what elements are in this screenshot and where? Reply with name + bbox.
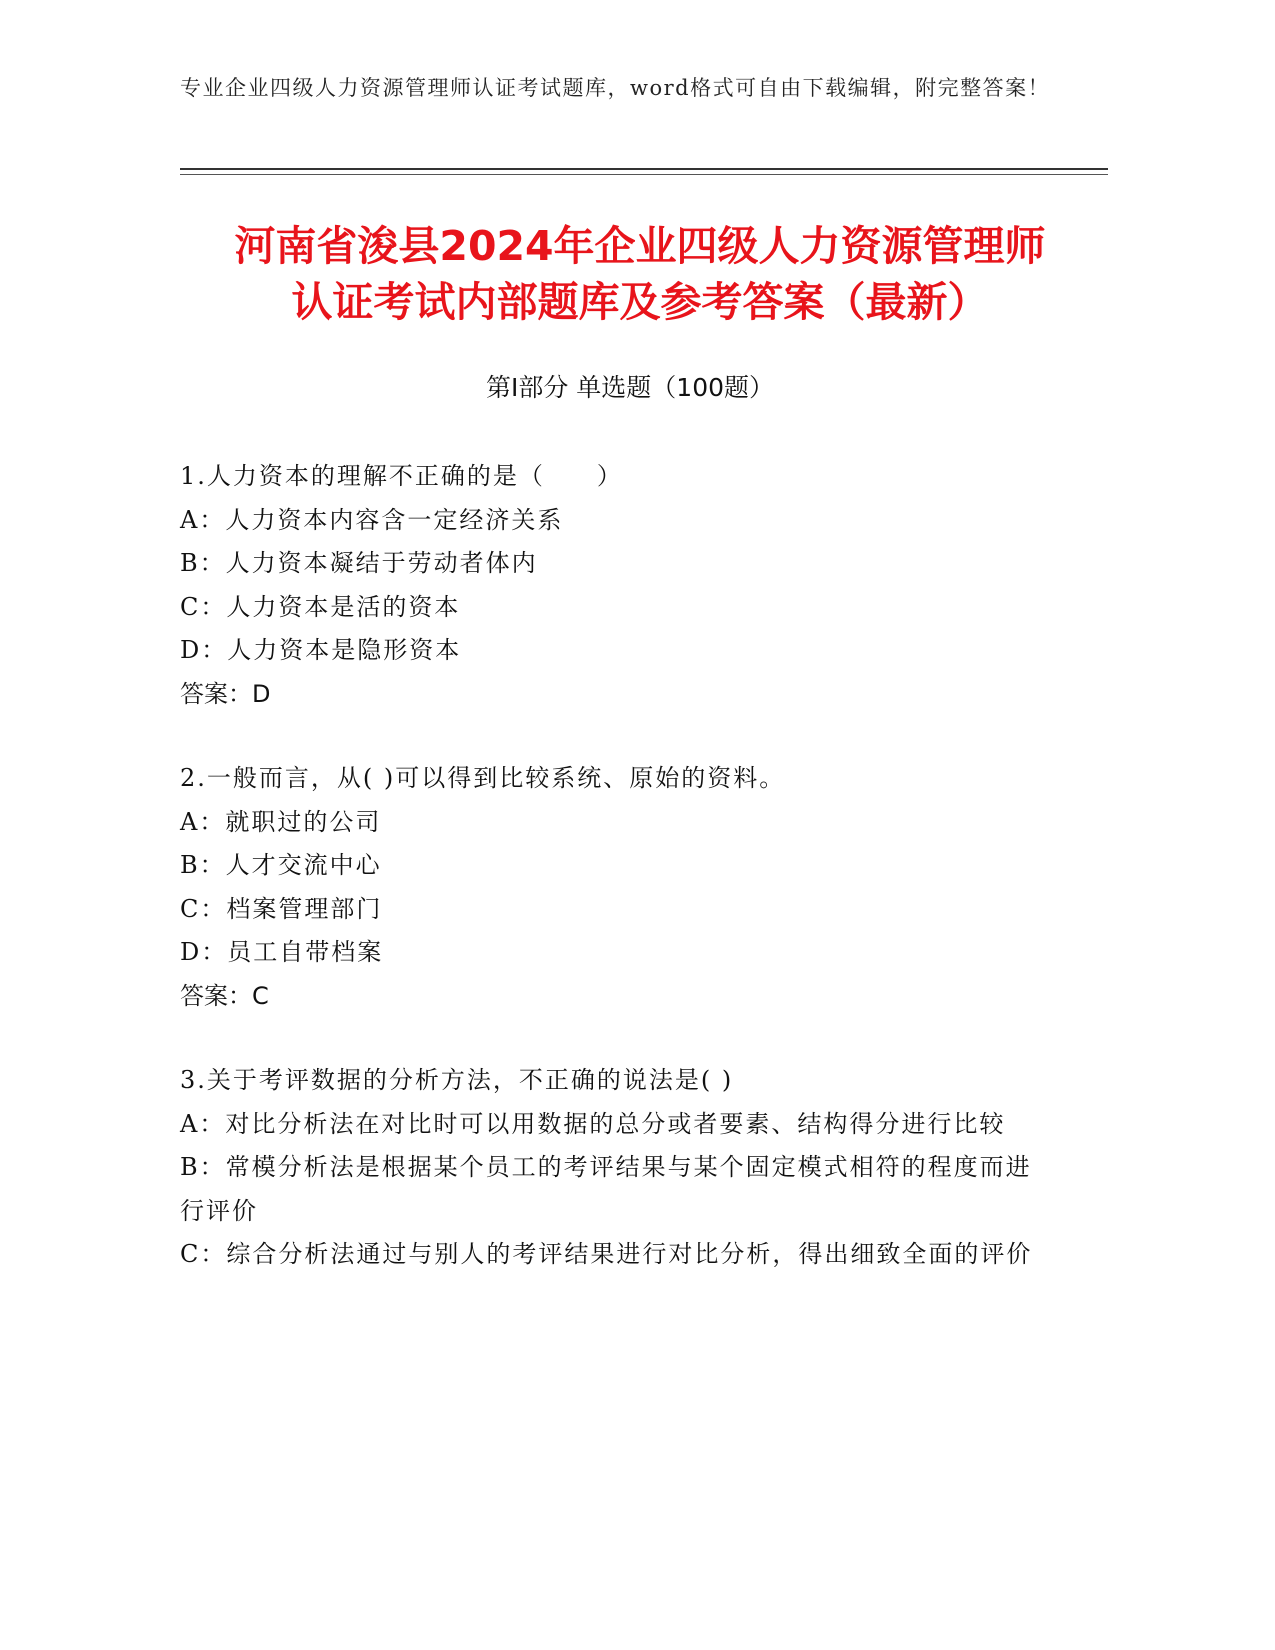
answer: 答案：D: [180, 679, 271, 708]
question-stem: 1.人力资本的理解不正确的是（ ）: [180, 462, 623, 490]
option-a: A：人力资本内容含一定经济关系: [180, 505, 564, 534]
section-title: 第Ⅰ部分 单选题（100题）: [485, 373, 775, 402]
option-a: A：就职过的公司: [180, 807, 382, 836]
answer: 答案：C: [180, 981, 269, 1010]
header-rule-thin: [180, 174, 1108, 175]
option-d: D：员工自带档案: [180, 938, 384, 966]
question-2: [180, 757, 1040, 1018]
option-b: B：人力资本凝结于劳动者体内: [180, 549, 538, 577]
header-rule-thick: [180, 168, 1108, 170]
question-stem: 3.关于考评数据的分析方法，不正确的说法是( ): [180, 1066, 734, 1094]
option-d: D：人力资本是隐形资本: [180, 636, 462, 664]
document-title: [160, 218, 1120, 330]
header-note: 专业企业四级人力资源管理师认证考试题库，word格式可自由下载编辑，附完整答案！: [180, 76, 1051, 100]
document-title-line-2: 认证考试内部题库及参考答案（最新）: [291, 278, 989, 326]
option-c: C：档案管理部门: [180, 894, 383, 923]
option-c: C：综合分析法通过与别人的考评结果进行对比分析，得出细致全面的评价: [180, 1240, 1033, 1268]
option-b: B：人才交流中心: [180, 851, 382, 879]
question-list: [180, 455, 1040, 1318]
option-c: C：人力资本是活的资本: [180, 592, 461, 621]
option-b: B：常模分析法是根据某个员工的考评结果与某个固定模式相符的程度而进行评价: [180, 1153, 1032, 1225]
option-a: A：对比分析法在对比时可以用数据的总分或者要素、结构得分进行比较: [180, 1109, 1006, 1138]
question-1: [180, 455, 1040, 716]
question-3: [180, 1059, 1040, 1277]
question-stem: 2.一般而言，从( )可以得到比较系统、原始的资料。: [180, 764, 786, 792]
document-title-line-1: 河南省浚县2024年企业四级人力资源管理师: [234, 222, 1046, 270]
